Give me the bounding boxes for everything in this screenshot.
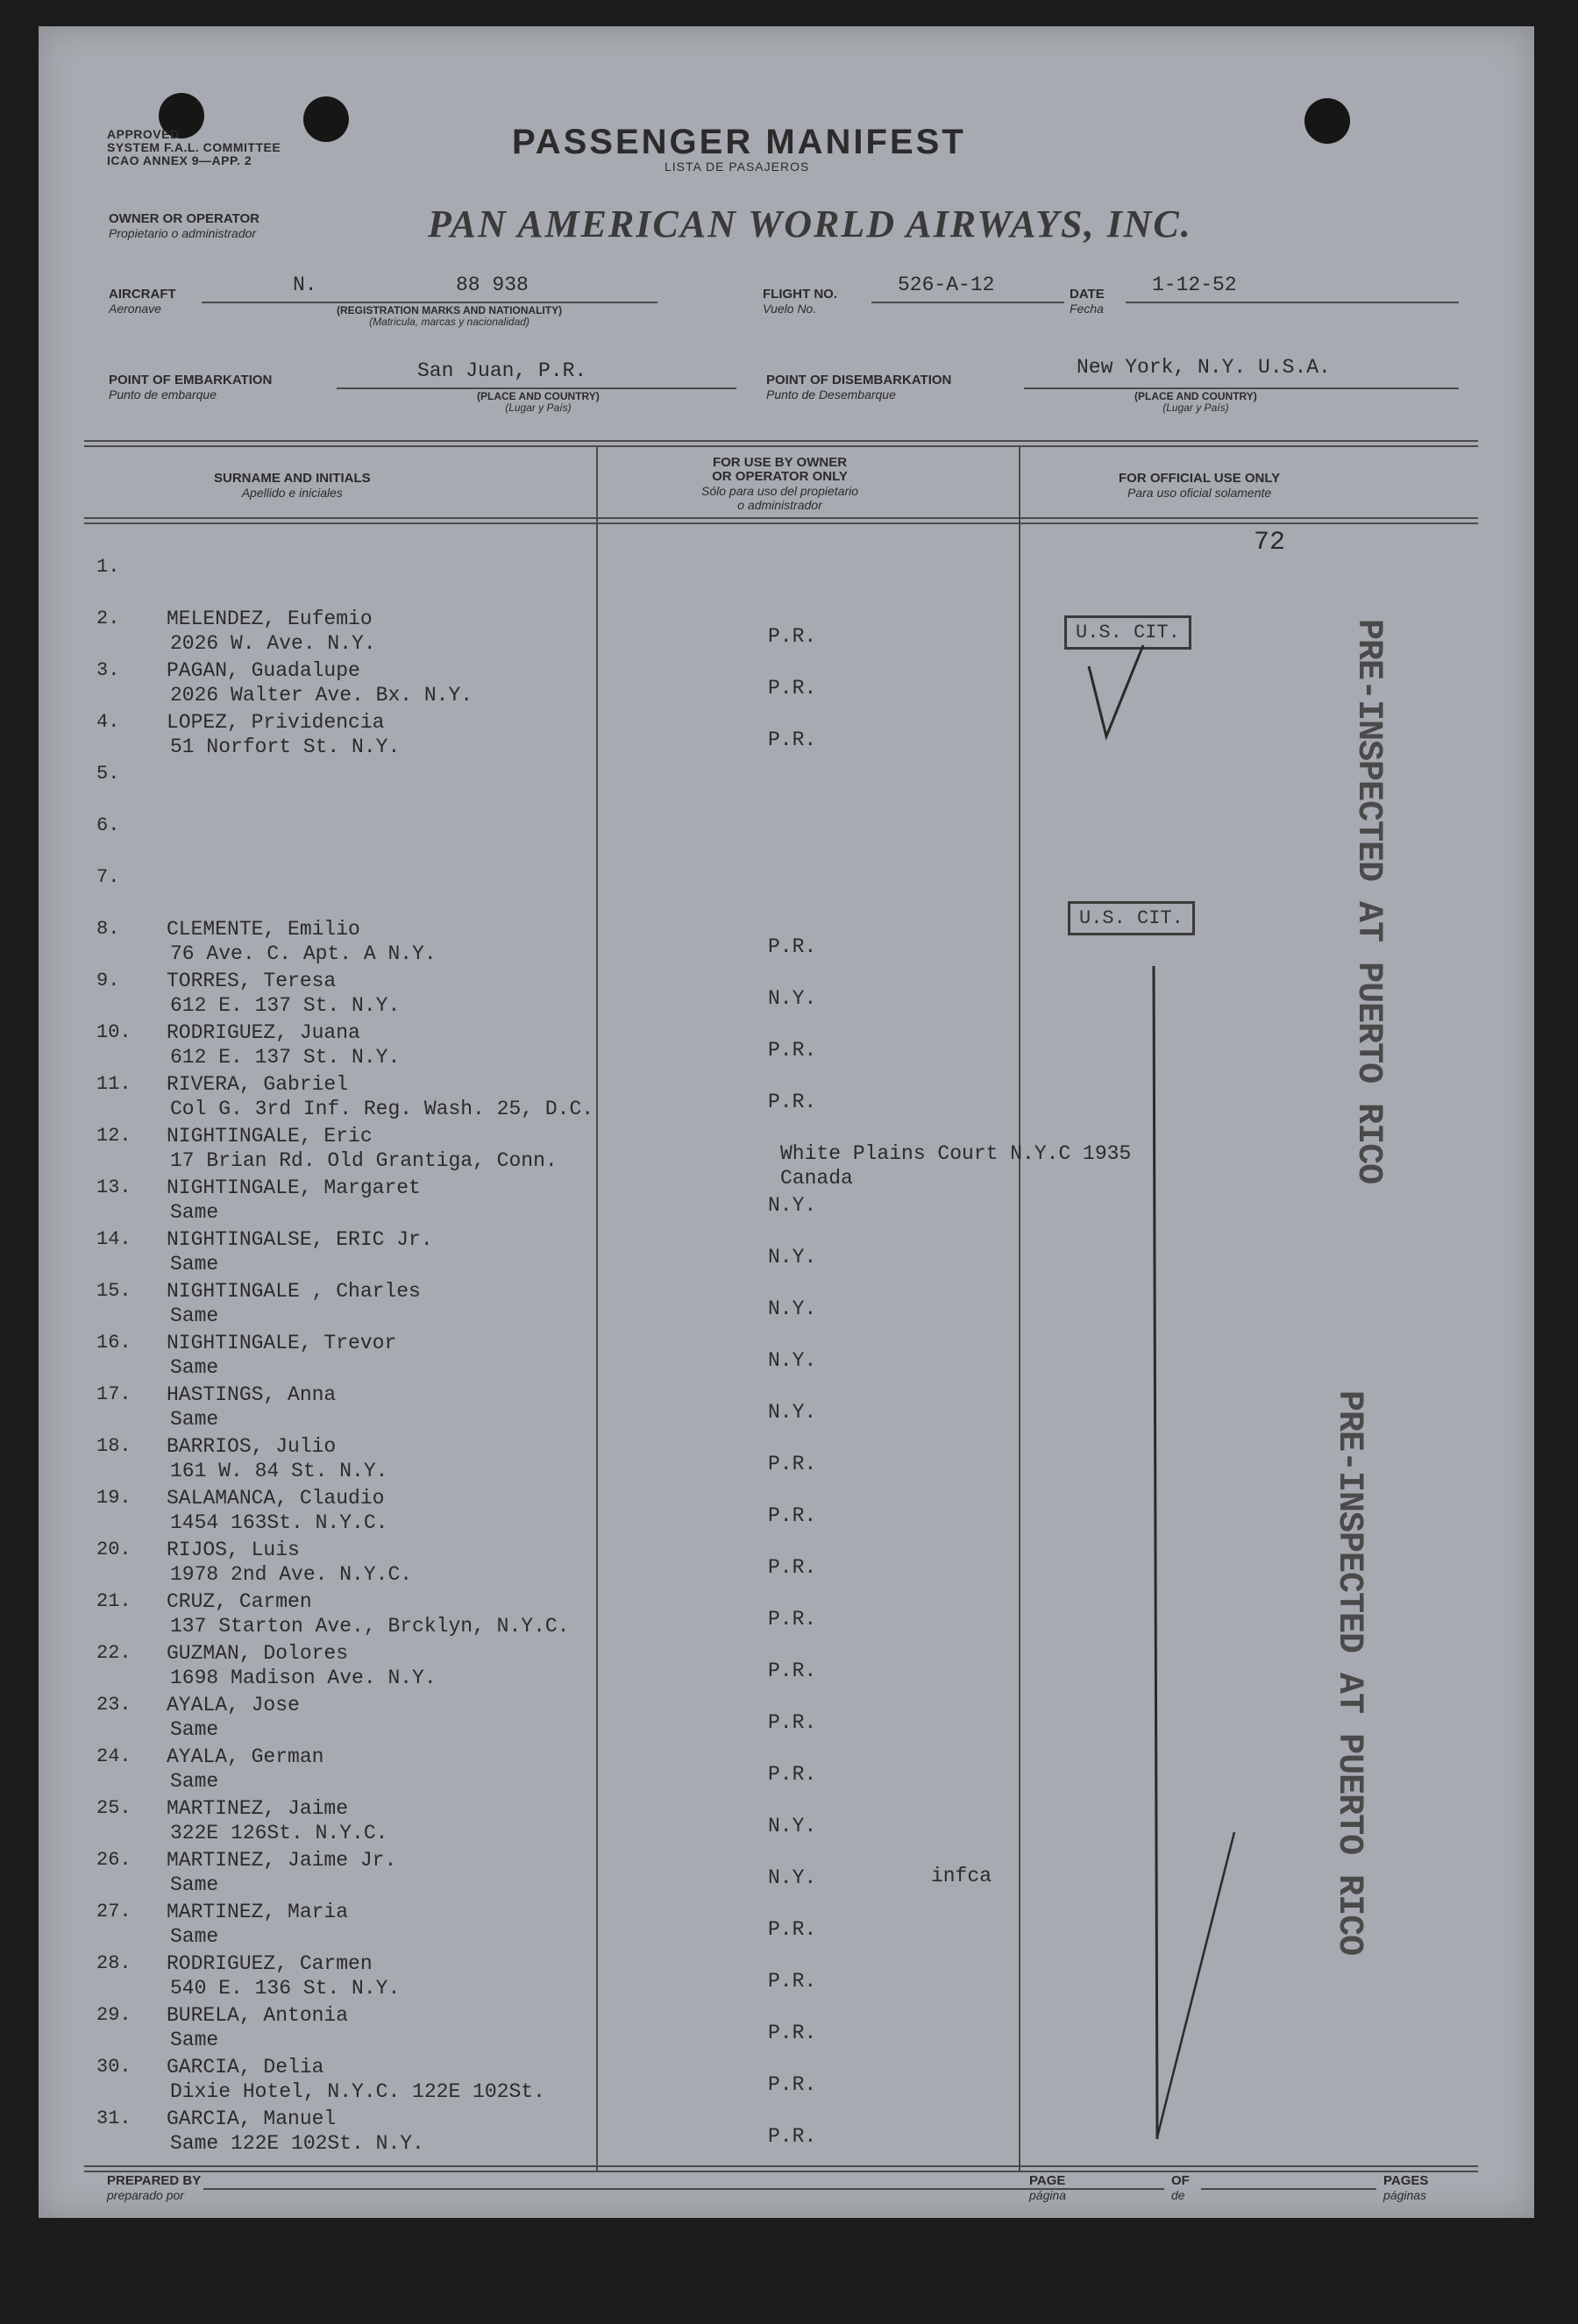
passenger-name: CRUZ, Carmen [167,1590,312,1613]
aircraft-caption: (REGISTRATION MARKS AND NATIONALITY) (Matricula, marcas y nacionalidad) [337,304,563,328]
passenger-name: PAGAN, Guadalupe [167,659,360,682]
passenger-name: GARCIA, Manuel [167,2107,337,2130]
column-divider-1 [596,447,598,2171]
passenger-address: 612 E. 137 St. N.Y. [170,994,401,1017]
row-number: 28. [96,1952,132,1974]
passenger-address: Same [170,2029,219,2051]
passenger-origin-code: P.R. [768,1504,817,1527]
official-count: 72 [1254,528,1286,558]
passenger-name: AYALA, German [167,1745,324,1768]
passenger-name: LOPEZ, Prividencia [167,711,385,734]
row-number: 11. [96,1073,132,1095]
row-number: 4. [96,711,120,733]
passenger-name: GARCIA, Delia [167,2056,324,2079]
embarkation-caption: (PLACE AND COUNTRY) (Lugar y País) [477,390,600,414]
passenger-note: infca [931,1865,992,1887]
passenger-origin-code: P.R. [768,1711,817,1734]
passenger-origin-code: P.R. [768,1659,817,1682]
disembarkation-value: New York, N.Y. U.S.A. [1077,356,1331,379]
passenger-address: 17 Brian Rd. Old Grantiga, Conn. [170,1149,558,1172]
passenger-name: RODRIGUEZ, Juana [167,1021,360,1044]
passenger-address: Same [170,1873,219,1896]
passenger-origin-code: N.Y. [768,1246,817,1269]
column-header-surname: SURNAME AND INITIALS Apellido e iniciales [214,471,371,500]
passenger-address: Same [170,1356,219,1379]
passenger-name: NIGHTINGALE, Margaret [167,1176,421,1199]
passenger-name: MARTINEZ, Maria [167,1901,349,1923]
flight-number: 526-A-12 [898,274,995,296]
passenger-origin-code: N.Y. [768,1401,817,1424]
row-number: 15. [96,1280,132,1302]
passenger-origin-code: P.R. [768,1091,817,1113]
passenger-origin-code: P.R. [768,1039,817,1062]
row-number: 16. [96,1332,132,1354]
passenger-name: NIGHTINGALE, Trevor [167,1332,397,1354]
passenger-name: TORRES, Teresa [167,970,337,992]
pre-inspected-stamp-1: PRE-INSPECTED AT PUERTO RICO [1348,619,1388,1184]
of-line [1201,2188,1376,2190]
date-label: DATE Fecha [1070,287,1105,316]
passenger-origin-code: P.R. [768,1608,817,1631]
flight-line [871,302,1064,303]
row-number: 3. [96,659,120,681]
row-number: 13. [96,1176,132,1198]
pages-label: PAGES páginas [1383,2173,1429,2202]
passenger-origin-code: N.Y. [768,987,817,1010]
row-number: 10. [96,1021,132,1043]
passenger-name: NIGHTINGALSE, ERIC Jr. [167,1228,433,1251]
of-label: OF de [1171,2173,1190,2202]
passenger-address: 137 Starton Ave., Brcklyn, N.Y.C. [170,1615,570,1638]
row-number: 24. [96,1745,132,1767]
table-top-rule-2 [84,445,1478,447]
row-number: 23. [96,1694,132,1716]
page-line [1077,2188,1164,2190]
passenger-origin-code: N.Y. [768,1815,817,1837]
row-number: 19. [96,1487,132,1509]
date-line [1126,302,1459,303]
passenger-address: 2026 Walter Ave. Bx. N.Y. [170,684,473,707]
passenger-address: 2026 W. Ave. N.Y. [170,632,376,655]
passenger-origin-code: P.R. [768,1970,817,1993]
us-citizen-stamp-1: U.S. CIT. [1064,615,1191,650]
row-number: 31. [96,2107,132,2129]
passenger-address: 161 W. 84 St. N.Y. [170,1460,388,1482]
passenger-name: RODRIGUEZ, Carmen [167,1952,373,1975]
row-number: 20. [96,1539,132,1560]
row-number: 8. [96,918,120,940]
aircraft-label: AIRCRAFT Aeronave [109,287,176,316]
passenger-origin-code: P.R. [768,935,817,958]
passenger-origin-code: White Plains Court N.Y.C 1935 [780,1142,1132,1165]
passenger-address: 612 E. 137 St. N.Y. [170,1046,401,1069]
passenger-address: 322E 126St. N.Y.C. [170,1822,388,1844]
passenger-name: MARTINEZ, Jaime Jr. [167,1849,397,1872]
disembarkation-caption: (PLACE AND COUNTRY) (Lugar y País) [1134,390,1257,414]
passenger-name: SALAMANCA, Claudio [167,1487,385,1510]
row-number: 6. [96,814,120,836]
punch-hole-right [1304,98,1350,144]
row-number: 17. [96,1383,132,1405]
column-header-owner-use: FOR USE BY OWNER OR OPERATOR ONLY Sólo para uso del propietario o administrador [701,455,859,512]
aircraft-registration: 88 938 [456,274,529,296]
passenger-address: Same [170,1770,219,1793]
passenger-address: 1454 163St. N.Y.C. [170,1511,388,1534]
disembarkation-label: POINT OF DISEMBARKATION Punto de Desembarque [766,373,952,402]
page-subtitle: LISTA DE PASAJEROS [665,160,810,174]
passenger-address: Dixie Hotel, N.Y.C. 122E 102St. [170,2080,545,2103]
row-number: 21. [96,1590,132,1612]
passenger-address: Same [170,1408,219,1431]
us-citizen-stamp-2: U.S. CIT. [1068,901,1195,935]
passenger-origin-code: N.Y. [768,1866,817,1889]
flight-date: 1-12-52 [1152,274,1237,296]
column-header-official-use: FOR OFFICIAL USE ONLY Para uso oficial solamente [1119,471,1281,500]
pre-inspected-stamp-2: PRE-INSPECTED AT PUERTO RICO [1329,1390,1368,1956]
embarkation-line [337,387,736,389]
row-number: 9. [96,970,120,991]
passenger-name: AYALA, Jose [167,1694,300,1716]
row-number: 29. [96,2004,132,2026]
disembarkation-line [1024,387,1459,389]
passenger-address: Same [170,1253,219,1276]
aircraft-prefix: N. [293,274,317,296]
row-number: 22. [96,1642,132,1664]
passenger-name: CLEMENTE, Emilio [167,918,360,941]
passenger-address: Same [170,1718,219,1741]
passenger-name: NIGHTINGALE, Eric [167,1125,373,1148]
manifest-sheet [39,26,1534,2218]
owner-label: OWNER OR OPERATOR Propietario o administrador [109,211,259,240]
passenger-address: 1698 Madison Ave. N.Y. [170,1667,437,1689]
passenger-name: NIGHTINGALE , Charles [167,1280,421,1303]
passenger-origin-code: P.R. [768,1763,817,1786]
row-number: 30. [96,2056,132,2078]
approval-note: APPROVED SYSTEM F.A.L. COMMITTEE ICAO ANNEX 9—APP. 2 [107,127,281,167]
passenger-origin-code: P.R. [768,1918,817,1941]
passenger-origin-code: N.Y. [768,1194,817,1217]
passenger-name: RIJOS, Luis [167,1539,300,1561]
passenger-name: GUZMAN, Dolores [167,1642,349,1665]
row-number: 7. [96,866,120,888]
passenger-origin-code-2: Canada [780,1167,853,1190]
row-number: 25. [96,1797,132,1819]
passenger-origin-code: P.R. [768,728,817,751]
passenger-origin-code: P.R. [768,2022,817,2044]
passenger-address: Same [170,1925,219,1948]
page-label: PAGE página [1029,2173,1067,2202]
passenger-origin-code: P.R. [768,677,817,700]
row-number: 1. [96,556,120,578]
passenger-origin-code: P.R. [768,625,817,648]
flight-label: FLIGHT NO. Vuelo No. [763,287,837,316]
table-top-rule [84,440,1478,442]
aircraft-line [202,302,658,303]
page-title: PASSENGER MANIFEST [512,123,966,161]
passenger-name: BARRIOS, Julio [167,1435,337,1458]
passenger-name: MELENDEZ, Eufemio [167,608,373,630]
embarkation-value: San Juan, P.R. [417,359,587,382]
row-number: 12. [96,1125,132,1147]
row-number: 2. [96,608,120,629]
passenger-origin-code: P.R. [768,1453,817,1475]
passenger-address: Same 122E 102St. N.Y. [170,2132,424,2155]
passenger-address: 1978 2nd Ave. N.Y.C. [170,1563,413,1586]
row-number: 27. [96,1901,132,1922]
passenger-origin-code: P.R. [768,2125,817,2148]
passenger-name: RIVERA, Gabriel [167,1073,349,1096]
passenger-address: Same [170,1304,219,1327]
passenger-address: Col G. 3rd Inf. Reg. Wash. 25, D.C. [170,1098,594,1120]
passenger-address: 51 Norfort St. N.Y. [170,736,401,758]
row-number: 5. [96,763,120,785]
prepared-by-label: PREPARED BY preparado por [107,2173,202,2202]
passenger-origin-code: N.Y. [768,1349,817,1372]
row-number: 14. [96,1228,132,1250]
airline-name: PAN AMERICAN WORLD AIRWAYS, INC. [428,203,1192,245]
passenger-address: 540 E. 136 St. N.Y. [170,1977,401,2000]
passenger-address: 76 Ave. C. Apt. A N.Y. [170,942,437,965]
passenger-address: Same [170,1201,219,1224]
passenger-origin-code: P.R. [768,1556,817,1579]
passenger-origin-code: N.Y. [768,1297,817,1320]
row-number: 26. [96,1849,132,1871]
passenger-origin-code: P.R. [768,2073,817,2096]
prepared-by-line [203,2188,1080,2190]
passenger-name: HASTINGS, Anna [167,1383,337,1406]
embarkation-label: POINT OF EMBARKATION Punto de embarque [109,373,273,402]
passenger-name: MARTINEZ, Jaime [167,1797,349,1820]
row-number: 18. [96,1435,132,1457]
passenger-name: BURELA, Antonia [167,2004,349,2027]
official-check-marks [1019,517,1387,2183]
punch-hole-mid [303,96,349,142]
